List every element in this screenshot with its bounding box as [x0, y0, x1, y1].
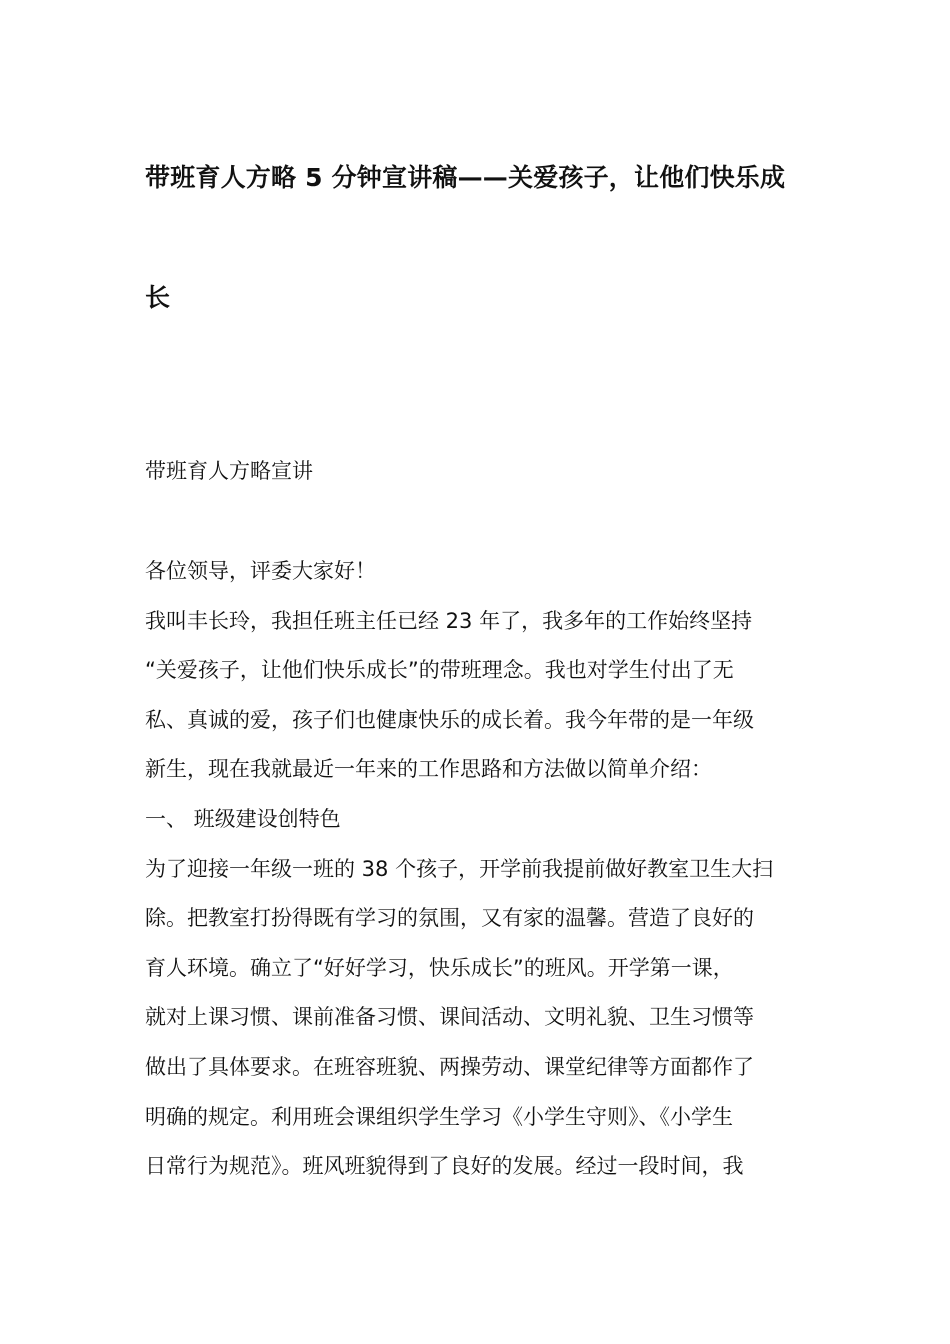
body-line: 新生，现在我就最近一年来的工作思路和方法做以简单介绍： — [145, 757, 712, 782]
body-line-greeting: 各位领导，评委大家好！ — [145, 559, 376, 583]
section-heading: 一、 班级建设创特色 — [145, 806, 341, 831]
body-line: 私、真诚的爱，孩子们也健康快乐的成长着。我今年带的是一年级 — [145, 707, 754, 732]
body-line: 我叫丰长玲，我担任班主任已经 23 年了，我多年的工作始终坚持 — [145, 608, 753, 633]
body-line: 为了迎接一年级一班的 38 个孩子，开学前我提前做好教室卫生大扫 — [145, 856, 774, 881]
body-line: 明确的规定。利用班会课组织学生学习《小学生守则》、《小学生 — [145, 1104, 733, 1129]
body-line: 育人环境。确立了“好好学习，快乐成长”的班风。开学第一课， — [145, 955, 734, 980]
body-line: 除。把教室打扮得既有学习的氛围，又有家的温馨。营造了良好的 — [145, 906, 754, 931]
document-subtitle: 带班育人方略宣讲 — [145, 459, 313, 483]
body-line: “关爱孩子，让他们快乐成长”的带班理念。我也对学生付出了无 — [145, 658, 734, 683]
document-title-line-1: 带班育人方略 5 分钟宣讲稿——关爱孩子，让他们快乐成 — [145, 163, 786, 192]
body-line: 做出了具体要求。在班容班貌、两操劳动、课堂纪律等方面都作了 — [145, 1054, 754, 1079]
body-line: 就对上课习惯、课前准备习惯、课间活动、文明礼貌、卫生习惯等 — [145, 1005, 754, 1030]
body-line: 日常行为规范》。班风班貌得到了良好的发展。经过一段时间，我 — [145, 1154, 744, 1179]
document-title-line-2: 长 — [145, 283, 171, 312]
document-body — [145, 555, 815, 1200]
